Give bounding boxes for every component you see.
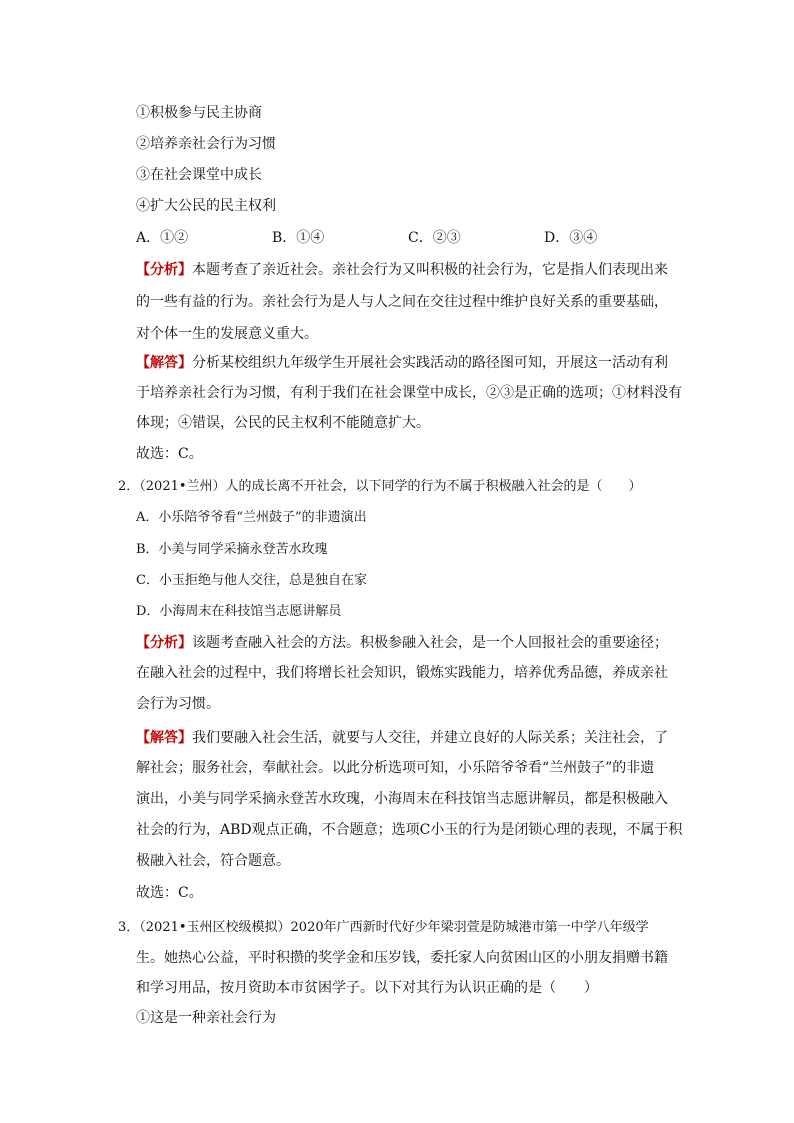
q2-option-c: C．小玉拒绝与他人交往，总是独自在家 <box>136 573 367 588</box>
q3-item-1: ①这是一种亲社会行为 <box>136 1010 276 1026</box>
q1-analysis <box>136 260 668 280</box>
q2-choice: 故选：C。 <box>136 885 203 901</box>
analysis-text-line: 该题考查融入社会的方法。积极参融入社会，是一个人回报社会的重要途径； <box>192 635 668 651</box>
q3-stem-line: 3．（2021•玉州区校级模拟）2020年广西新时代好少年梁羽萱是防城港市第一中学八年级学 <box>118 920 649 935</box>
q2-stem: 2．（2021•兰州）人的成长离不开社会，以下同学的行为不属于积极融入社会的是（ ） <box>118 479 642 494</box>
q1-option-a: A．①② <box>136 230 189 246</box>
q1-choice: 故选：C。 <box>136 446 203 462</box>
answer-tag: 【解答】 <box>136 355 192 371</box>
analysis-tag: 【分析】 <box>136 635 192 651</box>
answer-text-line: 极融入社会，符合题意。 <box>136 853 290 869</box>
answer-text-line: 体现；④错误，公民的民主权利不能随意扩大。 <box>136 415 430 431</box>
q1-item-2: ②培养亲社会行为习惯 <box>136 136 276 152</box>
q2-option-a: A．小乐陪爷爷看“兰州鼓子”的非遗演出 <box>136 510 367 525</box>
answer-text-line: 社会的行为，ABD观点正确，不合题意；选项C小玉的行为是闭锁心理的表现，不属于积 <box>136 822 683 838</box>
q2-option-d: D．小海周末在科技馆当志愿讲解员 <box>136 604 342 619</box>
q1-option-d: D．③④ <box>544 230 598 246</box>
answer-tag: 【解答】 <box>136 730 192 746</box>
analysis-text-line: 会行为习惯。 <box>136 696 220 712</box>
q1-option-c: C．②③ <box>408 230 461 246</box>
q1-item-3: ③在社会课堂中成长 <box>136 167 262 183</box>
q3-stem-line: 和学习用品，按月资助本市贫困学子。以下对其行为认识正确的是（ ） <box>136 980 598 996</box>
q1-option-b: B．①④ <box>272 230 325 246</box>
analysis-text-line: 对个体一生的发展意义重大。 <box>136 326 318 342</box>
q1-item-4: ④扩大公民的民主权利 <box>136 198 276 214</box>
answer-text-line: 解社会；服务社会，奉献社会。以此分析选项可知，小乐陪爷爷看“兰州鼓子”的非遗 <box>136 760 655 776</box>
answer-text-line: 于培养亲社会行为习惯，有利于我们在社会课堂中成长，②③是正确的选项；①材料没有 <box>136 385 682 401</box>
answer-text-line: 分析某校组织九年级学生开展社会实践活动的路径图可知，开展这一活动有利 <box>192 355 668 371</box>
q2-option-b: B．小美与同学采摘永登苦水玫瑰 <box>136 542 328 557</box>
q1-answer <box>136 353 668 373</box>
analysis-text-line: 本题考查了亲近社会。亲社会行为又叫积极的社会行为，它是指人们表现出来 <box>192 262 668 278</box>
q2-answer <box>136 728 668 748</box>
analysis-text-line: 在融入社会的过程中，我们将增长社会知识，锻炼实践能力，培养优秀品德，养成亲社 <box>136 665 668 681</box>
q2-analysis <box>136 633 668 653</box>
analysis-tag: 【分析】 <box>136 262 192 278</box>
q3-stem-line: 生。她热心公益，平时积攒的奖学金和压岁钱，委托家人向贫困山区的小朋友捐赠书籍 <box>136 950 668 966</box>
q1-options <box>136 228 680 248</box>
q1-item-1: ①积极参与民主协商 <box>136 105 262 121</box>
answer-text-line: 我们要融入社会生活，就要与人交往，并建立良好的人际关系；关注社会，了 <box>192 730 668 746</box>
analysis-text-line: 的一些有益的行为。亲社会行为是人与人之间在交往过程中维护良好关系的重要基础， <box>136 294 668 310</box>
answer-text-line: 演出，小美与同学采摘永登苦水玫瑰，小海周末在科技馆当志愿讲解员，都是积极融入 <box>136 791 668 807</box>
